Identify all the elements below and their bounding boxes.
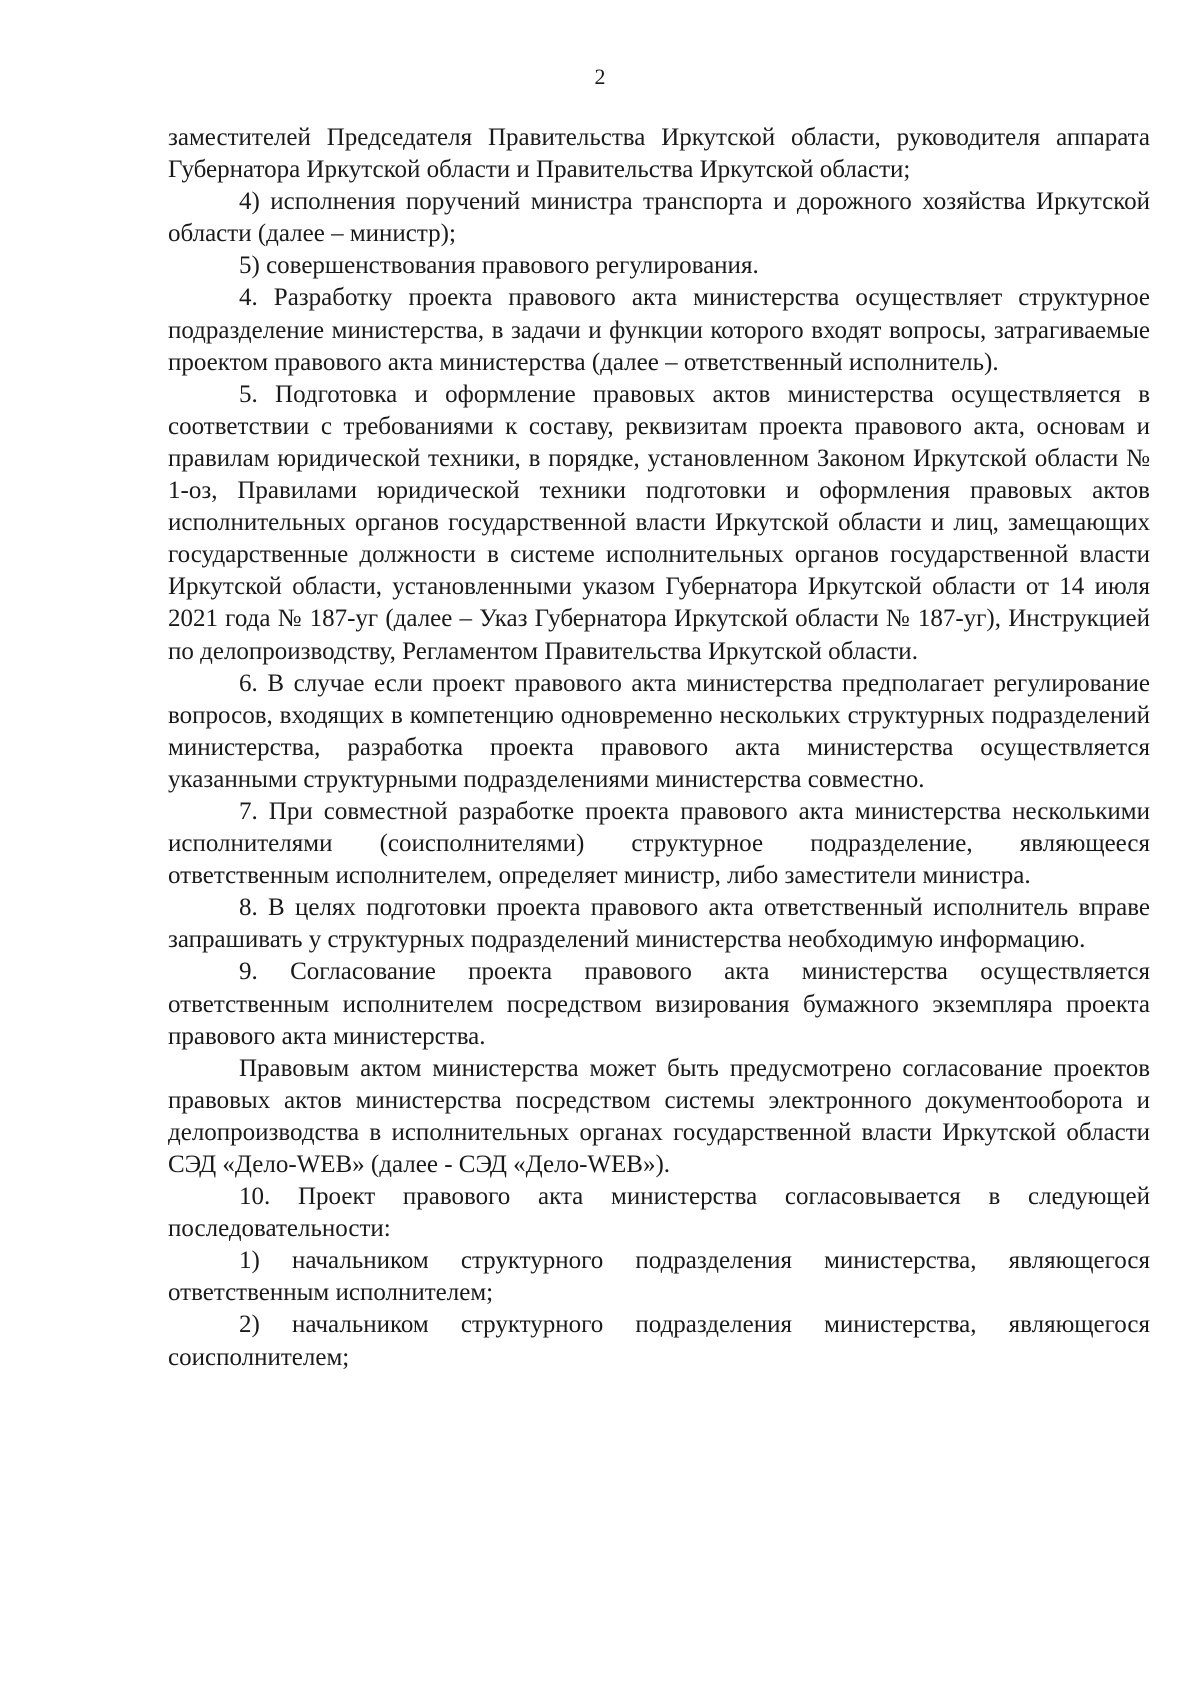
paragraph-clause-4: 4. Разработку проекта правового акта министерства осуществляет структурное подразделение министерства, в задачи и функции которого входят вопросы, затрагиваемые проектом правового акта министерства (далее – ответственный исполнитель). bbox=[168, 284, 1150, 376]
document-body bbox=[168, 122, 1150, 1374]
paragraph-clause-9: 9. Согласование проекта правового акта министерства осуществляется ответственным исполнителем посредством визирования бумажного экземпляра проекта правового акта министерства. bbox=[168, 958, 1150, 1050]
paragraph-item-4: 4) исполнения поручений министра транспорта и дорожного хозяйства Иркутской области (далее – министр); bbox=[168, 188, 1150, 248]
paragraph-continuation: заместителей Председателя Правительства Иркутской области, руководителя аппарата Губернатора Иркутской области и Правительства Иркутской области; bbox=[168, 124, 1150, 184]
paragraph-clause-7: 7. При совместной разработке проекта правового акта министерства несколькими исполнителями (соисполнителями) структурное подразделение, являющееся ответственным исполнителем, определяет министр, либо заместители министра. bbox=[168, 797, 1150, 890]
paragraph-clause-10-item-2: 2) начальником структурного подразделения министерства, являющегося соисполнителем; bbox=[168, 1311, 1150, 1371]
page-number: 2 bbox=[594, 64, 606, 89]
paragraph-clause-5: 5. Подготовка и оформление правовых актов министерства осуществляется в соответствии с требованиями к составу, реквизитам проекта правового акта, основам и правилам юридической техники, в порядке, установленном Законом Иркутской области № 1-оз, Правилами юридической техники подготовки и оформления правовых актов исполнительных органов государственной власти Иркутской области и лиц, замещающих государственные должности в системе исполнительных органов государственной власти Иркутской области, установленными указом Губернатора Иркутской области от 14 июля 2021 года № 187-уг (далее – Указ Губернатора Иркутской области № 187-уг), Инструкцией по делопроизводству, Регламентом Правительства Иркутской области. bbox=[168, 380, 1150, 665]
paragraph-clause-6: 6. В случае если проект правового акта министерства предполагает регулирование вопросов, входящих в компетенцию одновременно нескольких структурных подразделений министерства, разработка проекта правового акта министерства осуществляется указанными структурными подразделениями министерства совместно. bbox=[168, 669, 1150, 793]
paragraph-item-5: 5) совершенствования правового регулирования. bbox=[239, 252, 759, 280]
paragraph-clause-8: 8. В целях подготовки проекта правового акта ответственный исполнитель вправе запрашивать у структурных подразделений министерства необходимую информацию. bbox=[168, 894, 1150, 954]
paragraph-clause-10: 10. Проект правового акта министерства согласовывается в следующей последовательности: bbox=[168, 1183, 1150, 1243]
paragraph-clause-10-item-1: 1) начальником структурного подразделения министерства, являющегося ответственным исполнителем; bbox=[168, 1247, 1150, 1307]
paragraph-clause-9-addendum: Правовым актом министерства может быть предусмотрено согласование проектов правовых актов министерства посредством системы электронного документооборота и делопроизводства в исполнительных органах государственной власти Иркутской области СЭД «Дело-WEB» (далее - СЭД «Дело-WEB»). bbox=[168, 1054, 1150, 1178]
